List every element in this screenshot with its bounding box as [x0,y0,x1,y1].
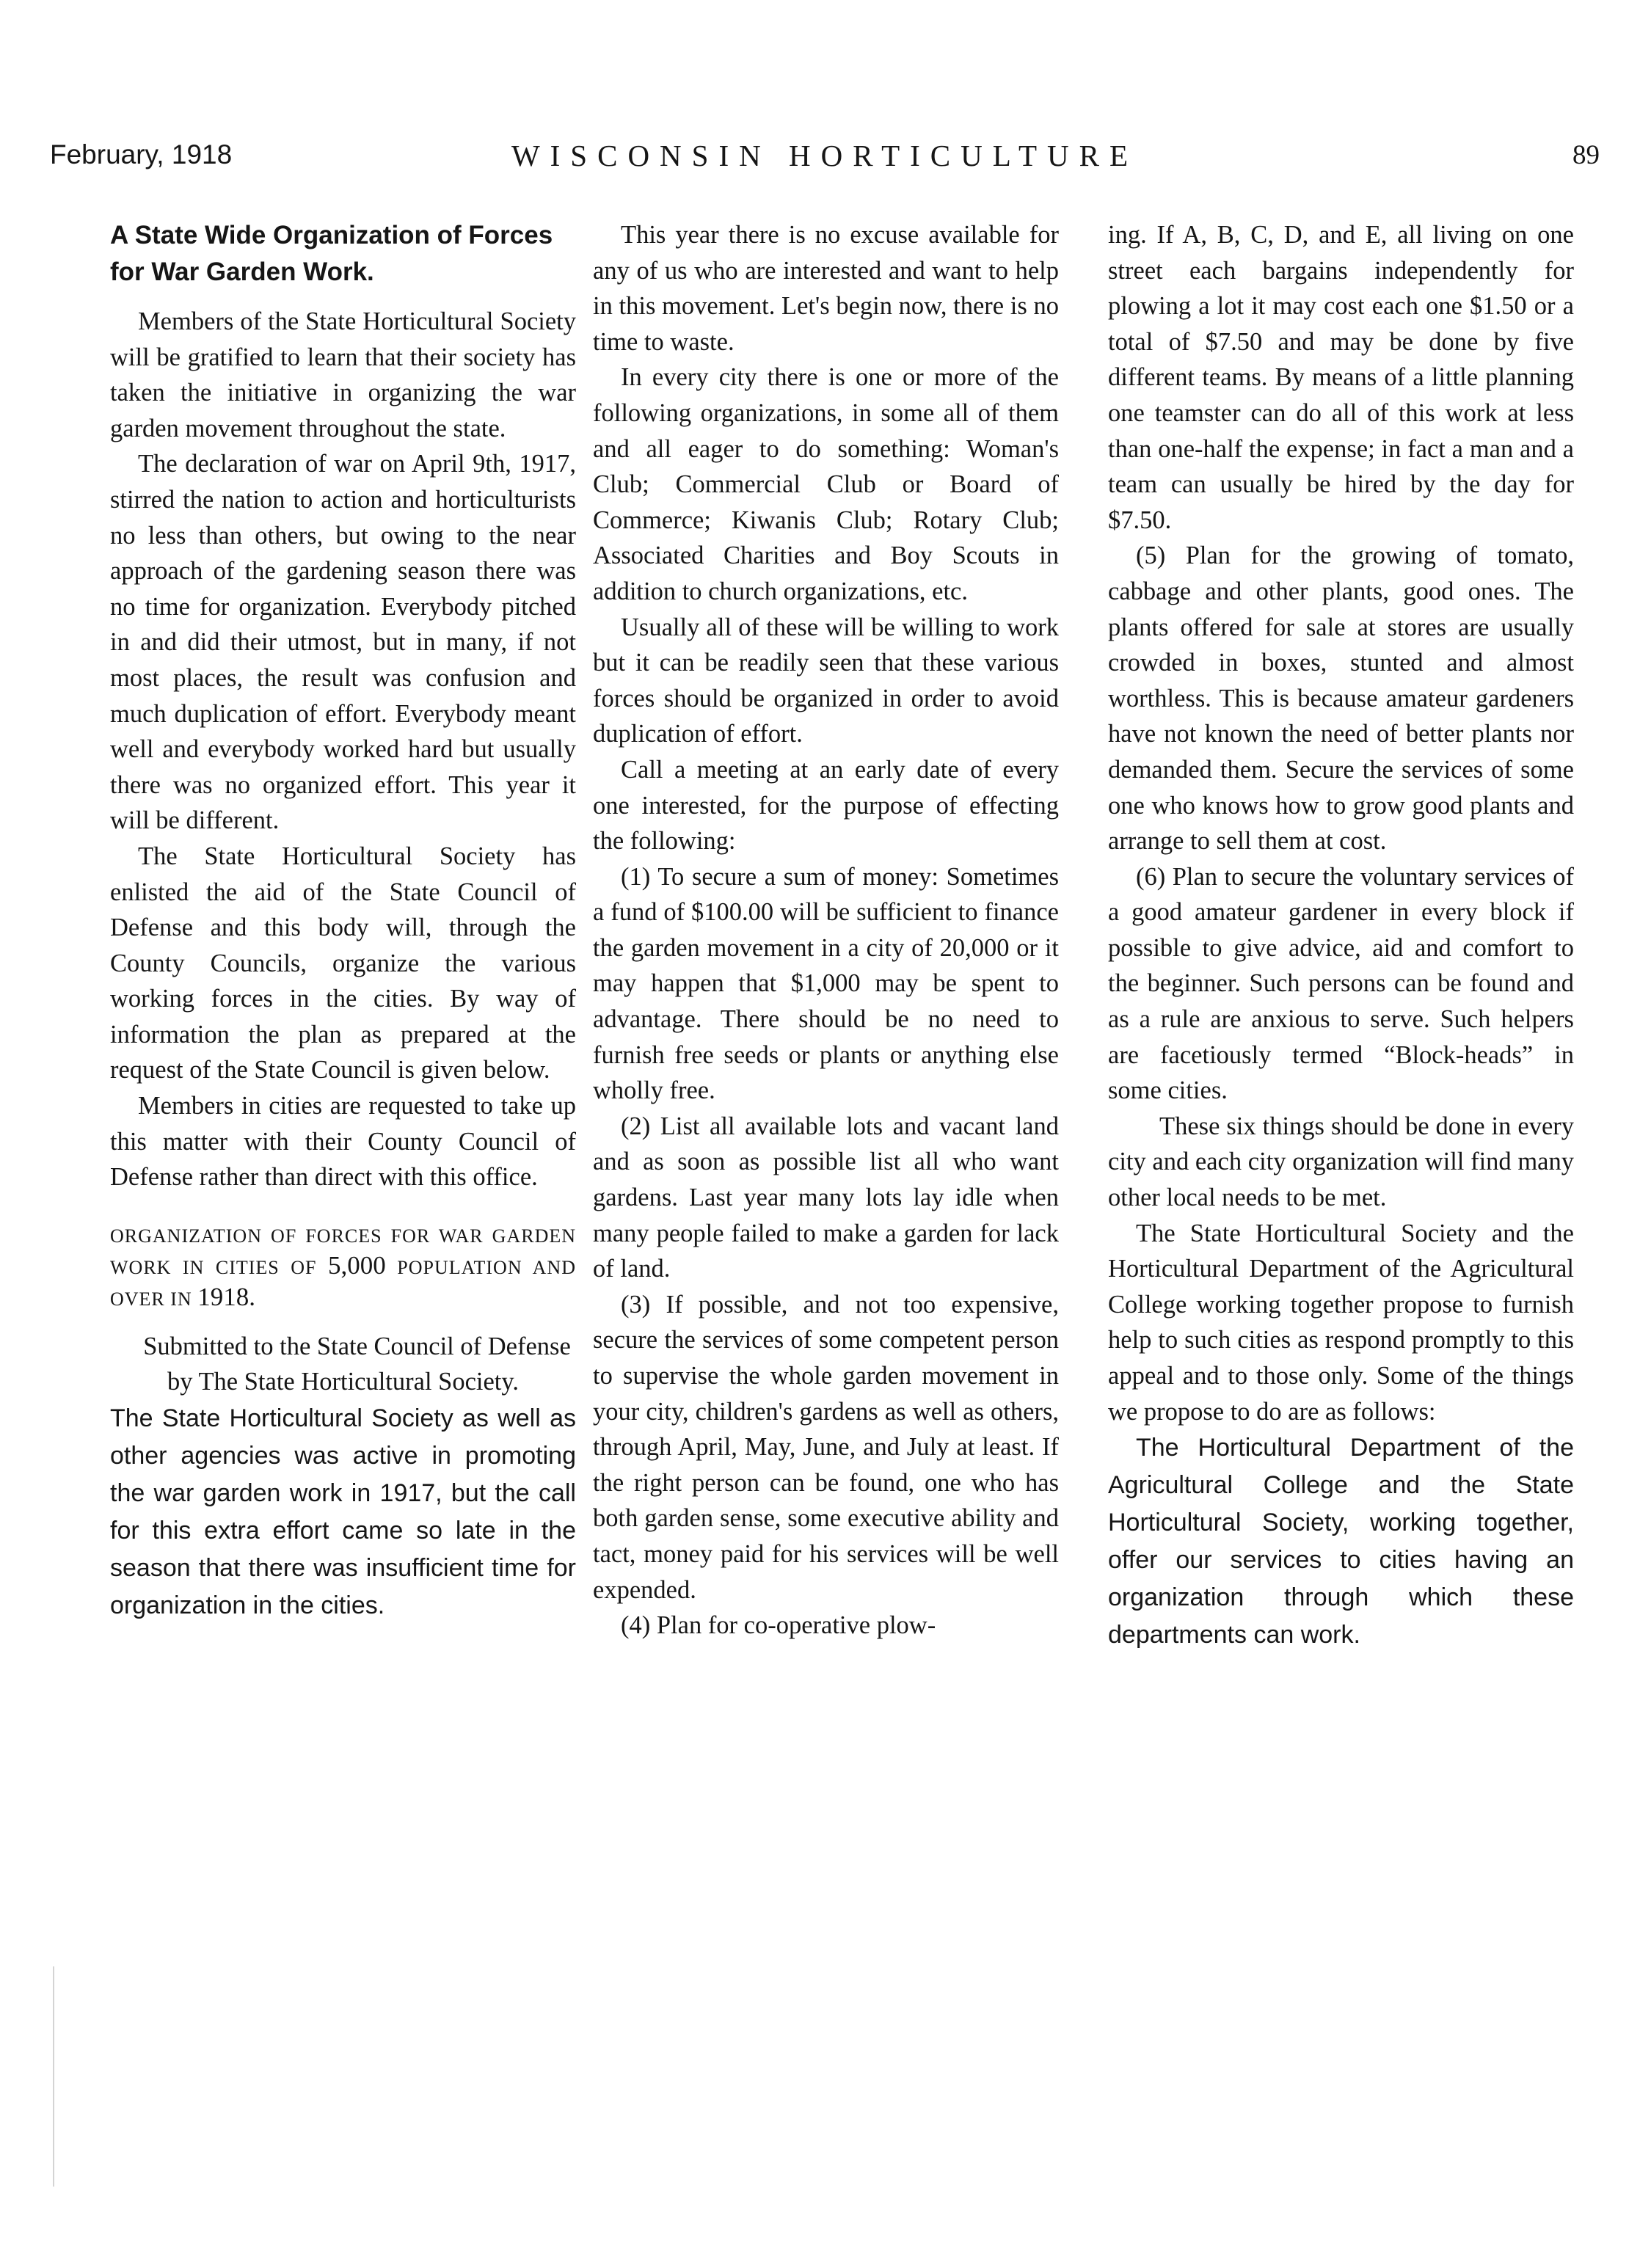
bold-paragraph-block [1108,1429,1574,1654]
paragraph: The State Horticultural Society as well as other agencies was active in promoting the war garden work in 1917, but the call for this extra effort came so late in the season that there was insufficient time for organization in the cities. [110,1404,576,1620]
paragraph: These six things should be done in every city and each city organization will find many other local needs to be met. [1108,1112,1574,1212]
page-header [50,139,1600,183]
bold-paragraph-block [110,1400,576,1625]
numbered-item-1: (1) To secure a sum of money: Sometimes a fund of $100.00 will be sufficient to finance the garden movement in a city of 20,000 or it may happen that $1,000 may be spent to advantage. There should be no need to furnish free seeds or plants or anything else wholly free. [593,862,1059,1105]
paragraph: Call a meeting at an early date of every one interested, for the purpose of effecting the following: [593,755,1059,856]
numbered-item-5: (5) Plan for the growing of tomato, cabbage and other plants, good ones. The plants offered for sale at stores are usually crowded in boxes, stunted and almost worthless. This is because amateur gardeners have not known the need of better plants nor demanded them. Secure the services of some one who knows how to grow good plants and arrange to sell them at cost. [1108,542,1574,856]
section-title-text: POPULATION AND OVER IN [110,1256,576,1310]
paragraph: Usually all of these will be willing to work but it can be readily seen that these various forces should be organized in order to avoid duplication of effort. [593,613,1059,748]
section-title-number: 5,000 [328,1250,386,1280]
page-number: 89 [1572,140,1600,170]
numbered-item-4: (4) Plan for co-operative plow- [621,1611,936,1640]
column-1 [110,217,576,1625]
paragraph: This year there is no excuse available for any of us who are interested and want to help in this movement. Let's begin now, there is no time to waste. [593,221,1059,356]
column-3 [1108,217,1574,1654]
numbered-item-2: (2) List all available lots and vacant land and as soon as possible list all who want gardens. Last year many lots lay idle when many people failed to make a garden for lack of land. [593,1112,1059,1283]
paragraph: The declaration of war on April 9th, 1917, stirred the nation to action and horticulturists no less than others, but owing to the near approach of the gardening season there was no time for organization. Everybody pitched in and did their utmost, but in many, if not most places, the result was confusion and much duplication of effort. Everybody meant well and everybody worked hard but usually there was no organized effort. This year it will be different. [110,450,576,835]
section-title-text: ORGANIZATION OF FORCES FOR WAR GARDEN WORK IN CITIES OF [110,1225,576,1278]
journal-title: WISCONSIN HORTICULTURE [511,139,1139,172]
paragraph: The State Horticultural Society has enlisted the aid of the State Council of Defense and this body will, through the County Councils, organize the various working forces in the cities. By way of information the plan as prepared at the request of the State Council is given below. [110,842,576,1084]
paragraph-continued: ing. If A, B, C, D, and E, all living on one street each bargains independently for plowing a lot it may cost each one $1.50 or a total of $7.50 and may be done by five different teams. By means of a little planning one teamster can do all of this work at less than one-half the expense; in fact a man and a team can usually be hired by the day for $7.50. [1108,221,1574,534]
paragraph: Members in cities are requested to take up this matter with their County Council of Defense rather than direct with this office. [110,1092,576,1192]
section-title [110,1222,576,1314]
paragraph: Members of the State Horticultural Society will be gratified to learn that their society has taken the initiative in organizing the war garden movement throughout the state. [110,307,576,442]
scan-margin-line [53,1966,54,2187]
paragraph: The State Horticultural Society and the Horticultural Department of the Agricultural College working together propose to furnish help to such cities as respond promptly to this appeal and to those only. Some of the things we propose to do are as follows: [1108,1219,1574,1426]
numbered-item-3: (3) If possible, and not too expensive, secure the services of some competent person to supervise the whole garden movement in your city, children's gardens as well as others, through April, May, June, and July at least. If the right person can be found, one who has both garden sense, some executive ability and tact, money paid for his services will be well expended. [593,1290,1059,1604]
article-headline: A State Wide Organization of Forces for War Garden Work. [110,221,553,286]
paragraph: In every city there is one or more of the following organizations, in some all of them and all eager to do something: Woman's Club; Commercial Club or Board of Commerce; Kiwanis Club; Rotary Club; Associated Charities and Boy Scouts in addition to church organizations, etc. [593,363,1059,605]
issue-date: February, 1918 [50,139,233,169]
paragraph: The Horticultural Department of the Agricultural College and the State Horticultural Society, working together, offer our services to cities having an organization through which these departments can work. [1108,1434,1574,1649]
submitted-note: Submitted to the State Council of Defense by The State Horticultural Society. [143,1332,571,1396]
numbered-item-6: (6) Plan to secure the voluntary services of a good amateur gardener in every block if possible to give advice, aid and comfort to the beginner. Such persons can be found and as a rule are anxious to serve. Such helpers are facetiously termed “Block-heads” in some cities. [1108,862,1574,1105]
column-2 [593,217,1059,1644]
section-title-year: 1918. [197,1282,255,1311]
